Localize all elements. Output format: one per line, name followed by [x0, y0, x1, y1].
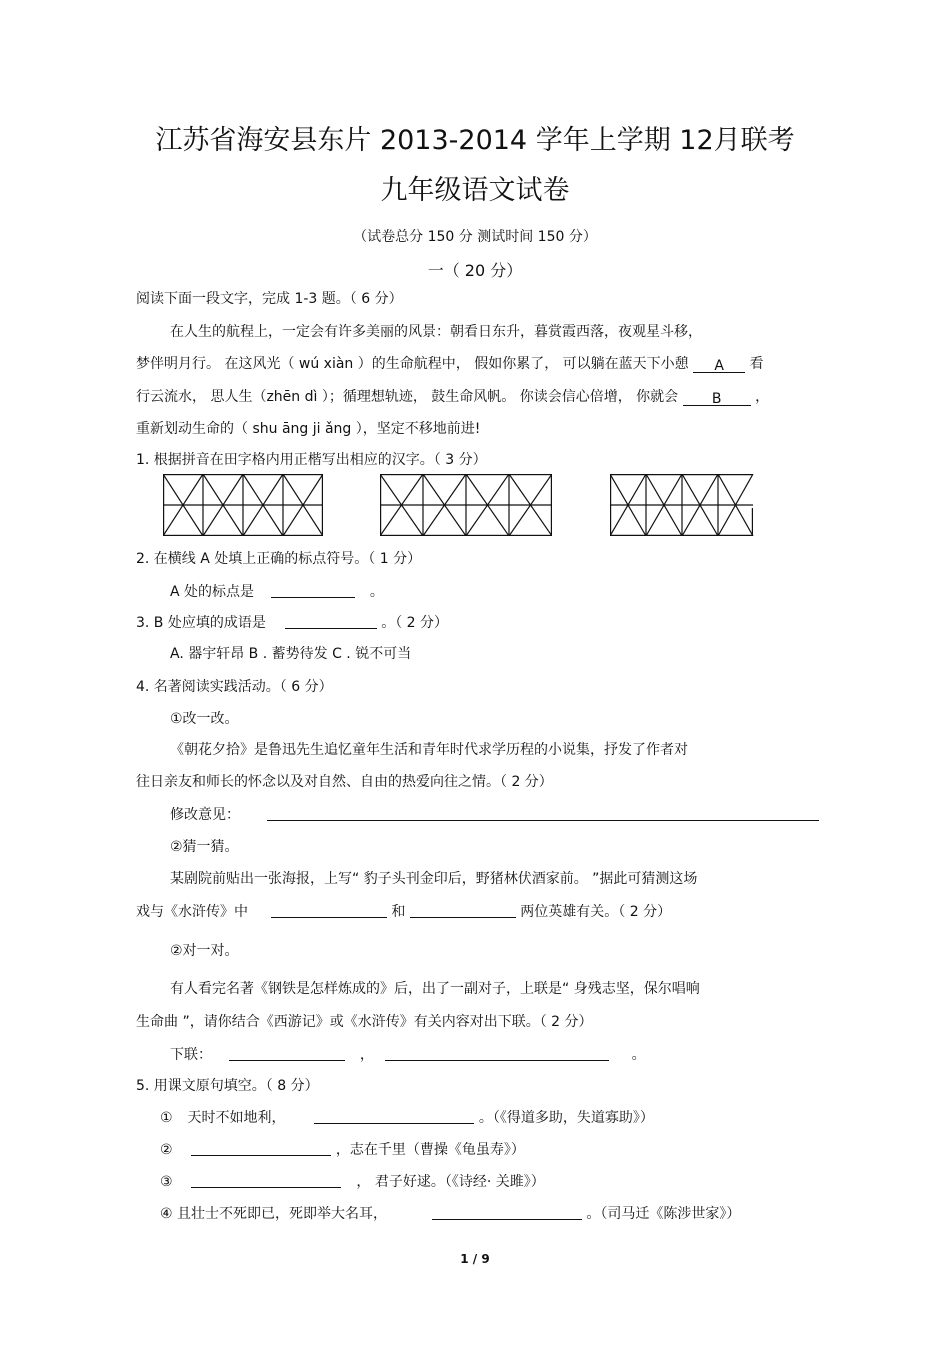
question-2-label: A 处的标点是: [170, 584, 255, 600]
fill-item-4-pre: 且壮士不死即已，死即举大名耳，: [177, 1206, 388, 1222]
question-2-tail: 。: [369, 584, 384, 600]
fill-item-3-num: ③: [160, 1174, 173, 1190]
revision-row: [170, 805, 819, 824]
couplet-end: 。: [631, 1047, 646, 1063]
hero-1-input[interactable]: [271, 902, 387, 918]
question-4-2-line-1: 某剧院前贴出一张海报，上写“ 豹子头刊金印后，野猪林伏酒家前。 ”据此可猜测这场: [170, 871, 698, 887]
fill-item-3-input[interactable]: [191, 1172, 341, 1188]
section-heading: 一（ 20 分）: [427, 261, 523, 280]
punctuation-input[interactable]: [271, 582, 355, 598]
passage-line-4: 重新划动生命的（ shu āng ji ǎng ），坚定不移地前进!: [136, 421, 481, 437]
reading-instruction: 阅读下面一段文字，完成 1-3 题。（ 6 分）: [136, 291, 403, 307]
fill-item-1-input[interactable]: [314, 1108, 474, 1124]
page-number: 1 / 9: [460, 1252, 490, 1266]
question-4-2-and: 和: [391, 904, 406, 920]
blank-a: A: [693, 357, 745, 373]
question-2: 2. 在横线 A 处填上正确的标点符号。（ 1 分）: [136, 551, 422, 567]
couplet-comma: ，: [359, 1047, 374, 1063]
couplet-second-input[interactable]: [385, 1045, 609, 1061]
couplet-row: [170, 1045, 646, 1064]
question-3: [136, 613, 448, 632]
fill-item-3: [160, 1172, 545, 1191]
question-4-1-line-2: 往日亲友和师长的怀念以及对自然、自由的热爱向往之情。（ 2 分）: [136, 774, 553, 790]
revision-label: 修改意见：: [170, 807, 240, 823]
passage-line-3-text: 行云流水， 思人生（zhēn dì ）；循理想轨迹， 鼓生命风帆。 你读会信心倍增， 你就会: [136, 389, 679, 405]
tianzige-grid-2[interactable]: [380, 474, 552, 536]
question-5: 5. 用课文原句填空。（ 8 分）: [136, 1078, 319, 1094]
exam-subtitle: 九年级语文试卷: [380, 175, 570, 206]
question-1: 1. 根据拼音在田字格内用正楷写出相应的汉字。（ 3 分）: [136, 452, 487, 468]
question-4-3-line-1: 有人看完名著《钢铁是怎样炼成的》后，出了一副对子，上联是“ 身残志坚，保尔唱响: [170, 981, 700, 997]
question-2-answer: [170, 582, 384, 601]
fill-item-4-post: 。（司马迁《陈涉世家》）: [586, 1206, 741, 1222]
passage-line-2-text: 梦伴明月行。 在这风光（ wú xiàn ）的生命航程中， 假如你累了， 可以躺在蓝天下小憩: [136, 356, 689, 372]
fill-item-2-input[interactable]: [191, 1140, 331, 1156]
passage-line-3-tail: ，: [755, 389, 770, 405]
question-4-2-tail: 两位英雄有关。（ 2 分）: [520, 904, 672, 920]
question-4-2-text: 戏与《水浒传》中: [136, 904, 248, 920]
blank-b: B: [683, 390, 751, 406]
question-4-2-line-2: [136, 902, 671, 921]
exam-title: 江苏省海安县东片 2013-2014 学年上学期 12月联考: [155, 125, 795, 156]
hero-2-input[interactable]: [410, 902, 516, 918]
question-4-2-heading: ②猜一猜。: [170, 839, 239, 855]
fill-item-2: [160, 1140, 525, 1159]
fill-item-1-post: 。（《得道多助，失道寡助》）: [478, 1110, 654, 1126]
passage-line-1: 在人生的航程上，一定会有许多美丽的风景：朝看日东升，暮赏霞西落，夜观星斗移，: [170, 324, 702, 340]
couplet-first-input[interactable]: [229, 1045, 345, 1061]
passage-line-2: [136, 355, 764, 373]
couplet-label: 下联：: [170, 1047, 212, 1063]
fill-item-4-num: ④: [160, 1206, 173, 1222]
fill-item-1: [160, 1108, 654, 1127]
fill-item-1-num: ①: [160, 1110, 173, 1126]
question-3-tail: 。（ 2 分）: [381, 615, 449, 631]
fill-item-4-input[interactable]: [432, 1204, 582, 1220]
fill-item-1-pre: 天时不如地利，: [187, 1110, 286, 1126]
passage-line-2-tail: 看: [749, 356, 764, 372]
question-4: 4. 名著阅读实践活动。（ 6 分）: [136, 679, 333, 695]
fill-item-3-post: ， 君子好逑。（《诗经· 关雎》）: [356, 1174, 545, 1190]
question-3-text: 3. B 处应填的成语是: [136, 615, 266, 631]
exam-meta: （试卷总分 150 分 测试时间 150 分）: [353, 229, 597, 245]
tianzige-grid-3[interactable]: [610, 474, 754, 536]
idiom-input[interactable]: [285, 613, 377, 629]
question-4-3-heading: ②对一对。: [170, 943, 239, 959]
fill-item-2-post: ，志在千里（曹操《龟虽寿》）: [335, 1142, 525, 1158]
question-4-1-heading: ①改一改。: [170, 711, 239, 727]
question-3-options: A. 器宇轩昂 B . 蓄势待发 C . 锐不可当: [170, 646, 412, 662]
tianzige-grid-1[interactable]: [163, 474, 323, 536]
fill-item-2-num: ②: [160, 1142, 173, 1158]
revision-input[interactable]: [267, 805, 819, 821]
question-4-1-line-1: 《朝花夕拾》是鲁迅先生追忆童年生活和青年时代求学历程的小说集，抒发了作者对: [170, 742, 688, 758]
fill-item-4: [160, 1204, 740, 1223]
passage-line-3: [136, 388, 769, 406]
question-4-3-line-2: 生命曲 ”，请你结合《西游记》或《水浒传》有关内容对出下联。（ 2 分）: [136, 1014, 593, 1030]
